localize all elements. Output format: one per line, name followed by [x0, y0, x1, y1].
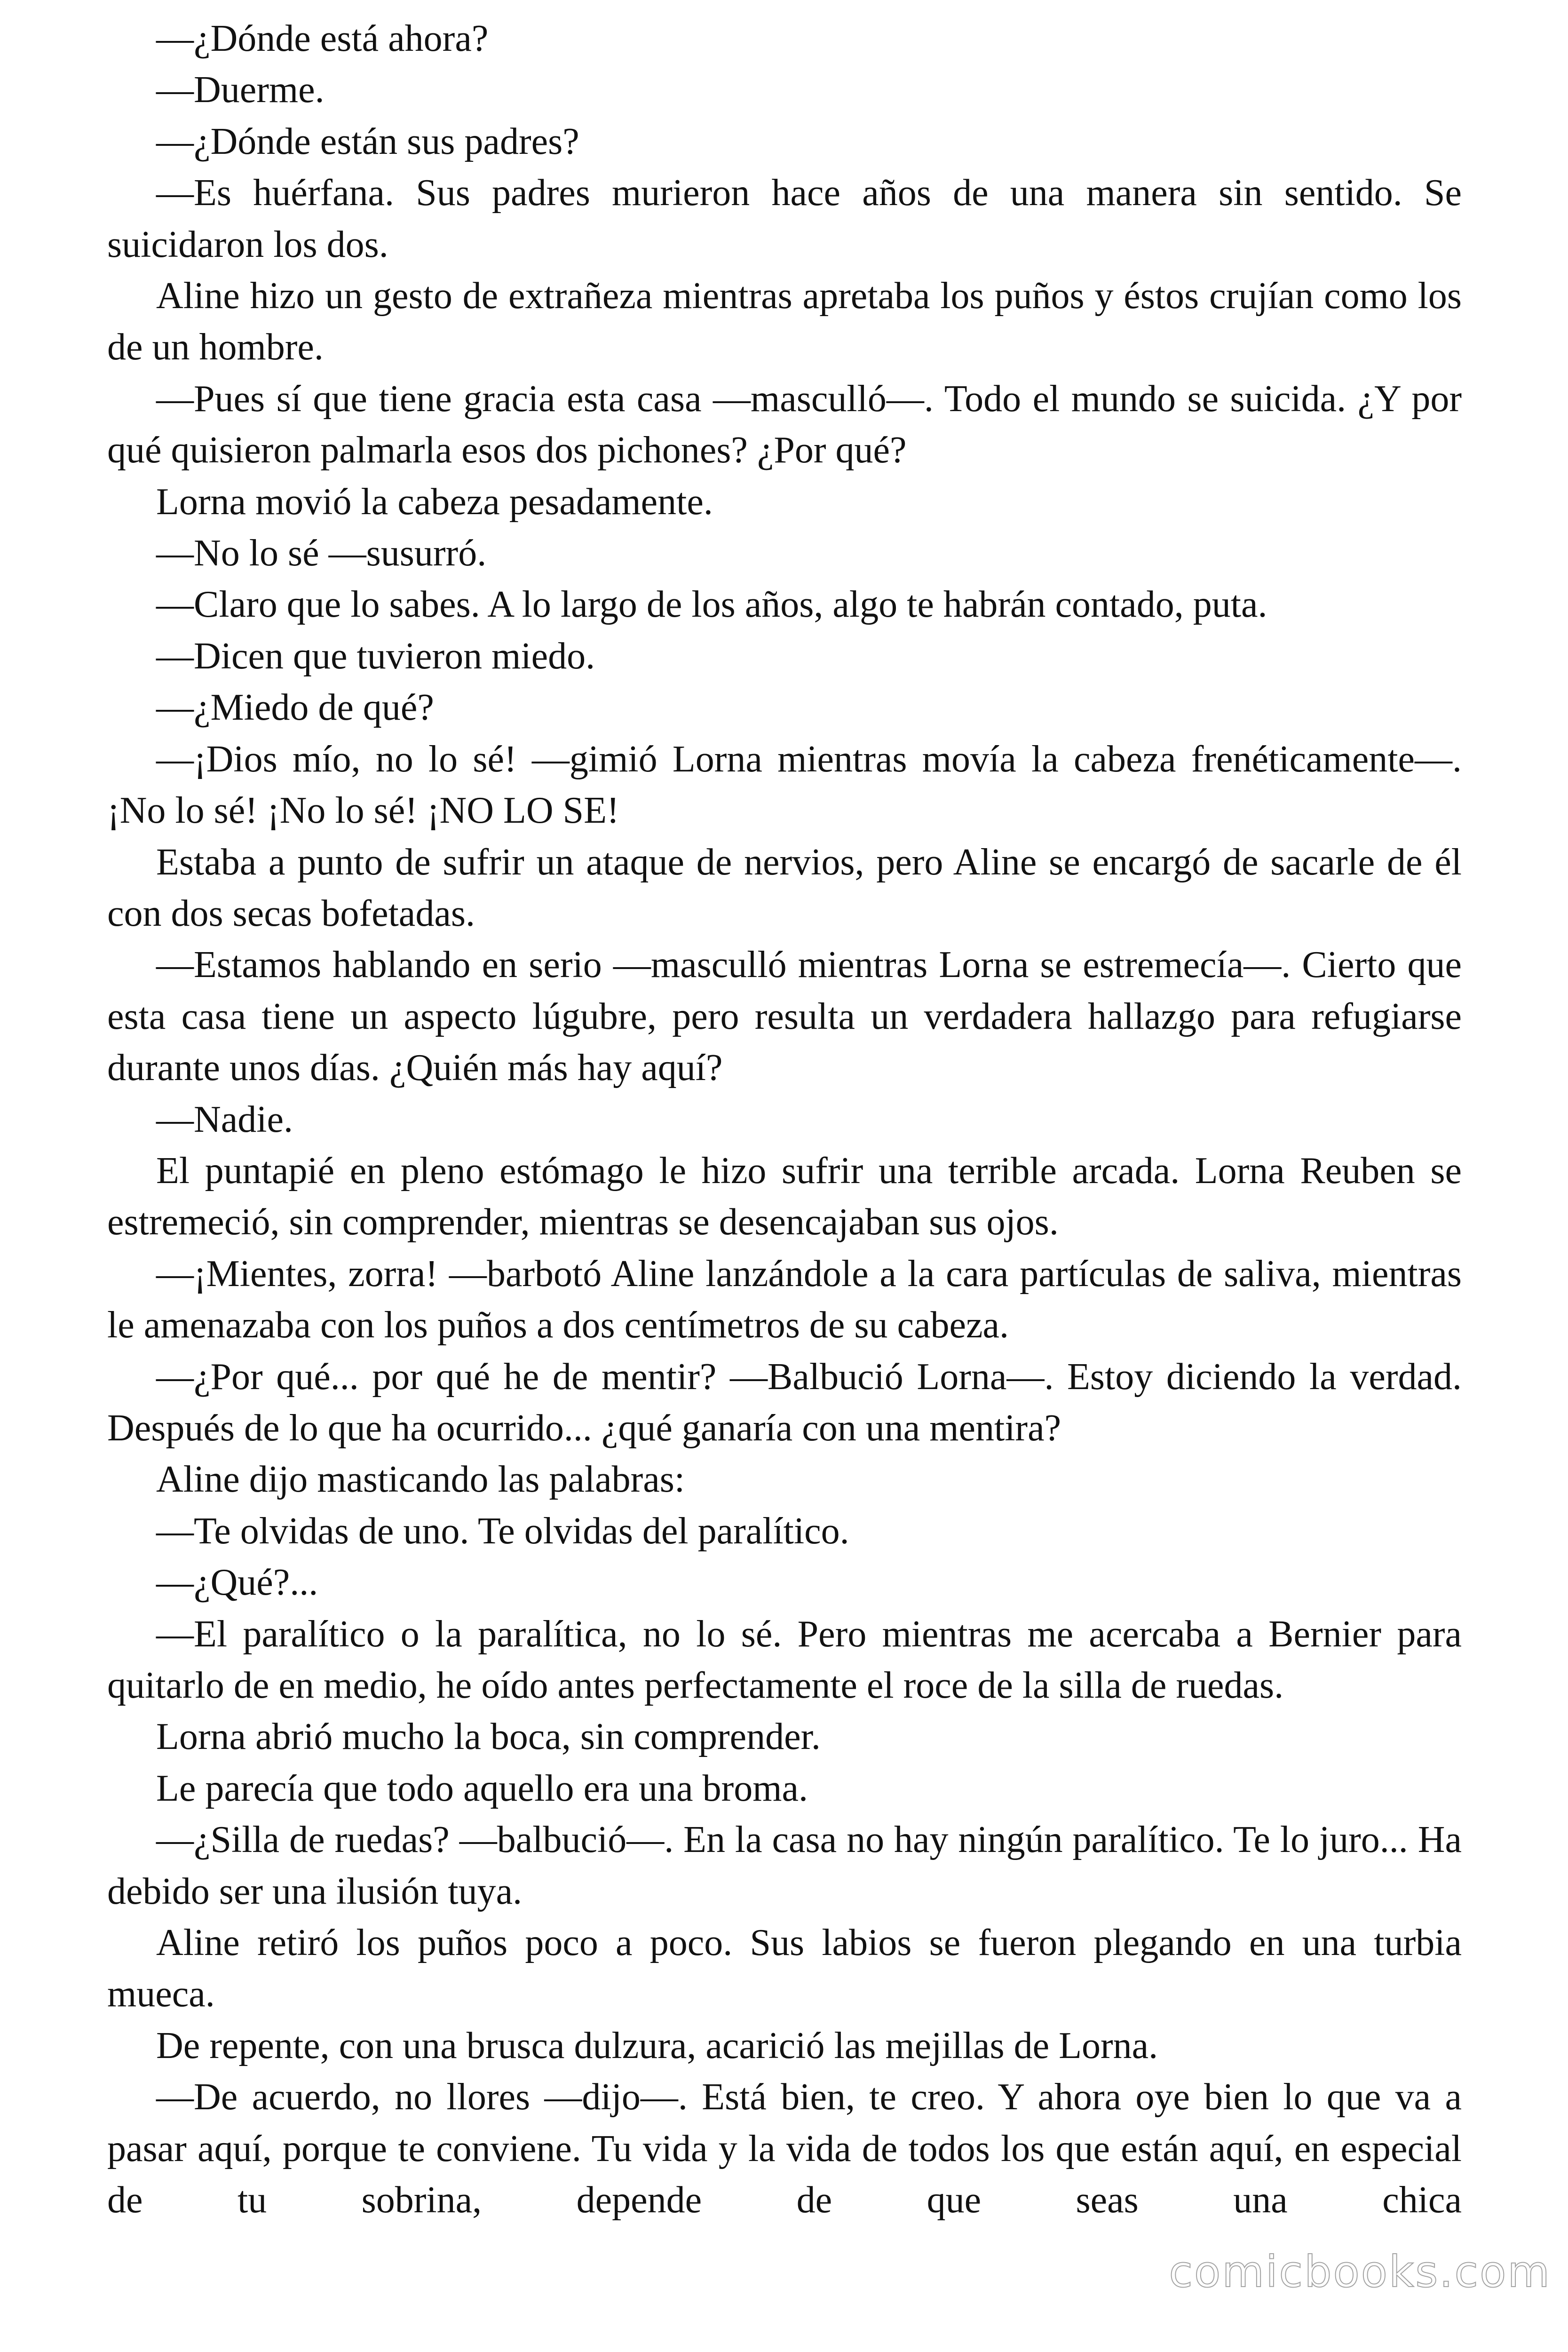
paragraph: —Pues sí que tiene gracia esta casa —masculló—. Todo el mundo se suicida. ¿Y por qué quisieron palmarla esos dos pichones? ¿Por qué?: [107, 378, 1462, 471]
paragraph: —Dicen que tuvieron miedo.: [156, 635, 595, 677]
paragraph: —¿Dónde está ahora?: [156, 18, 489, 59]
paragraph: —Es huérfana. Sus padres murieron hace años de una manera sin sentido. Se suicidaron los dos.: [107, 172, 1462, 265]
paragraph: Le parecía que todo aquello era una broma.: [156, 1767, 808, 1809]
body-text: [107, 13, 1462, 2226]
paragraph: —¡Mientes, zorra! —barbotó Aline lanzándole a la cara partículas de saliva, mientras le amenazaba con los puños a dos centímetros de su cabeza.: [107, 1253, 1462, 1346]
paragraph: Estaba a punto de sufrir un ataque de nervios, pero Aline se encargó de sacarle de él con dos secas bofetadas.: [107, 841, 1462, 934]
paragraph: —¡Dios mío, no lo sé! —gimió Lorna mientras movía la cabeza frenéticamente—. ¡No lo sé! ¡No lo sé! ¡NO LO SE!: [107, 738, 1462, 832]
paragraph: —¿Por qué... por qué he de mentir? —Balbució Lorna—. Estoy diciendo la verdad. Después de lo que ha ocurrido... ¿qué ganaría con una mentira?: [107, 1356, 1462, 1449]
paragraph: —Estamos hablando en serio —masculló mientras Lorna se estremecía—. Cierto que esta casa tiene un aspecto lúgubre, pero resulta un verdadera hallazgo para refugiarse durante unos días. ¿Quién más hay aquí?: [107, 944, 1462, 1089]
paragraph: Aline retiró los puños poco a poco. Sus labios se fueron plegando en una turbia mueca.: [107, 1922, 1462, 2015]
paragraph: El puntapié en pleno estómago le hizo sufrir una terrible arcada. Lorna Reuben se estremeció, sin comprender, mientras se desencajaban sus ojos.: [107, 1150, 1462, 1243]
paragraph: Aline dijo masticando las palabras:: [156, 1459, 685, 1501]
paragraph: —Nadie.: [156, 1098, 293, 1140]
watermark: comicbooks.com: [1169, 2247, 1551, 2297]
paragraph: —El paralítico o la paralítica, no lo sé. Pero mientras me acercaba a Bernier para quitarlo de en medio, he oído antes perfectamente el roce de la silla de ruedas.: [107, 1613, 1462, 1706]
paragraph: De repente, con una brusca dulzura, acarició las mejillas de Lorna.: [156, 2025, 1158, 2066]
paragraph: —¿Dónde están sus padres?: [156, 120, 579, 162]
paragraph: —¿Silla de ruedas? —balbució—. En la casa no hay ningún paralítico. Te lo juro... Ha debido ser una ilusión tuya.: [107, 1819, 1462, 1912]
paragraph: —Duerme.: [156, 69, 325, 111]
paragraph: —No lo sé —susurró.: [156, 532, 487, 574]
paragraph: —¿Miedo de qué?: [156, 687, 434, 729]
paragraph: —Te olvidas de uno. Te olvidas del paralítico.: [156, 1510, 849, 1552]
paragraph: Lorna movió la cabeza pesadamente.: [156, 481, 713, 523]
paragraph: —¿Qué?...: [156, 1562, 318, 1604]
paragraph: —Claro que lo sabes. A lo largo de los años, algo te habrán contado, puta.: [156, 584, 1267, 626]
paragraph: Lorna abrió mucho la boca, sin comprender.: [156, 1716, 821, 1758]
paragraph: —De acuerdo, no llores —dijo—. Está bien, te creo. Y ahora oye bien lo que va a pasar aquí, porque te conviene. Tu vida y la vida de todos los que están aquí, en especial de tu sobrina, depende de que seas una chica: [107, 2076, 1462, 2221]
paragraph: Aline hizo un gesto de extrañeza mientras apretaba los puños y éstos crujían como los de un hombre.: [107, 275, 1462, 368]
